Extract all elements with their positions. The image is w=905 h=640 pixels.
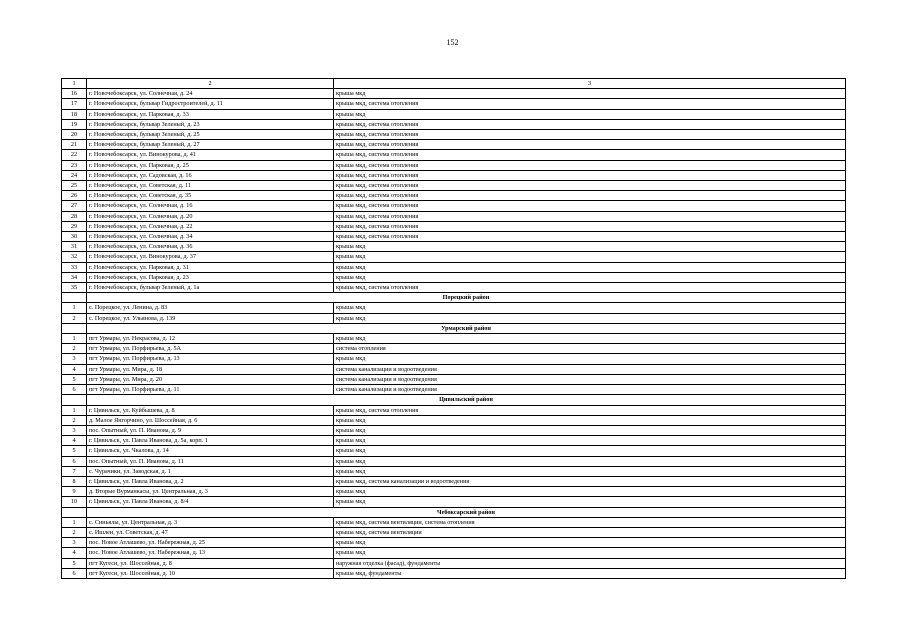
table-row — [62, 201, 846, 211]
table-row — [62, 262, 846, 272]
row-number: 4 — [62, 436, 87, 446]
row-work-type: крыша мкд — [334, 548, 846, 558]
row-address: г. Новочебоксарск, ул. Солнечная, д. 16 — [87, 201, 334, 211]
district-heading-spacer — [62, 395, 87, 405]
row-work-type: крыша мкд — [334, 538, 846, 548]
row-address: г. Новочебоксарск, бульвар Зеленый, д. 27 — [87, 140, 334, 150]
table-row — [62, 425, 846, 435]
row-work-type: крыша мкд, система отопления — [334, 191, 846, 201]
row-work-type: крыша мкд — [334, 303, 846, 313]
table-row — [62, 272, 846, 282]
row-address: г. Новочебоксарск, ул. Советская, д. 35 — [87, 191, 334, 201]
row-work-type: система отопления — [334, 344, 846, 354]
row-work-type: крыша мкд, система отопления — [334, 150, 846, 160]
row-number: 4 — [62, 548, 87, 558]
row-work-type: крыша мкд, система канализации и водоотведения — [334, 476, 846, 486]
row-address: г. Новочебоксарск, ул. Винокурова, д. 41 — [87, 150, 334, 160]
table-row — [62, 313, 846, 323]
page-number: 152 — [446, 38, 459, 47]
table-row — [62, 456, 846, 466]
row-address: г. Новочебоксарск, бульвар Зеленый, д. 25 — [87, 130, 334, 140]
district-heading: Урмарский район — [87, 323, 846, 333]
row-work-type: крыша мкд — [334, 89, 846, 99]
row-address: г. Цивильск, ул. Чкалова, д. 14 — [87, 446, 334, 456]
row-number: 7 — [62, 466, 87, 476]
table-row — [62, 476, 846, 486]
row-work-type: крыша мкд — [334, 334, 846, 344]
row-number: 2 — [62, 527, 87, 537]
register-table — [61, 78, 846, 579]
row-number: 1 — [62, 334, 87, 344]
table-row — [62, 283, 846, 293]
row-address: г. Новочебоксарск, ул. Солнечная, д. 34 — [87, 232, 334, 242]
row-address: г. Цивильск, ул. Павла Иванова, д. 2 — [87, 476, 334, 486]
row-number: 33 — [62, 262, 87, 272]
table-row — [62, 221, 846, 231]
row-address: г. Новочебоксарск, ул. Парковая, д. 33 — [87, 109, 334, 119]
row-address: г. Новочебоксарск, ул. Парковая, д. 25 — [87, 160, 334, 170]
row-number: 26 — [62, 191, 87, 201]
row-number: 2 — [62, 415, 87, 425]
row-number: 22 — [62, 150, 87, 160]
row-number: 9 — [62, 487, 87, 497]
row-number: 6 — [62, 385, 87, 395]
table-row — [62, 89, 846, 99]
row-address: пгт Урмары, ул. Мира, д. 18 — [87, 364, 334, 374]
table-row — [62, 170, 846, 180]
row-work-type: крыша мкд — [334, 313, 846, 323]
row-work-type: крыша мкд, система отопления — [334, 221, 846, 231]
header-cell-address: 2 — [87, 79, 334, 89]
row-work-type: крыша мкд, система отопления — [334, 405, 846, 415]
table-row — [62, 538, 846, 548]
row-work-type: крыша мкд — [334, 446, 846, 456]
table-row — [62, 242, 846, 252]
table-row — [62, 334, 846, 344]
district-heading-spacer — [62, 507, 87, 517]
row-address: с. Ишлеи, ул. Советская, д. 47 — [87, 527, 334, 537]
table-row — [62, 354, 846, 364]
row-work-type: крыша мкд, система отопления — [334, 160, 846, 170]
row-address: г. Новочебоксарск, ул. Солнечная, д. 36 — [87, 242, 334, 252]
row-work-type: крыша мкд, система отопления — [334, 140, 846, 150]
row-address: д. Вторые Вурманкасы, ул. Центральная, д. 3 — [87, 487, 334, 497]
row-address: с. Порецкое, ул. Ульянова, д. 139 — [87, 313, 334, 323]
row-address: г. Цивильск, ул. Павла Иванова, д. 5а, корп. 1 — [87, 436, 334, 446]
row-work-type: крыша мкд, система вентиляции, система отопления — [334, 517, 846, 527]
table-row — [62, 150, 846, 160]
table-row — [62, 99, 846, 109]
row-work-type: крыша мкд — [334, 425, 846, 435]
row-number: 6 — [62, 568, 87, 578]
row-address: г. Новочебоксарск, ул. Солнечная, д. 20 — [87, 211, 334, 221]
row-number: 28 — [62, 211, 87, 221]
row-number: 17 — [62, 99, 87, 109]
row-work-type: крыша мкд, система отопления — [334, 211, 846, 221]
table-row — [62, 487, 846, 497]
table-row — [62, 303, 846, 313]
row-work-type: крыша мкд — [334, 436, 846, 446]
row-address: пос. Новое Атлашево, ул. Набережная, д. 25 — [87, 538, 334, 548]
row-address: г. Новочебоксарск, бульвар Зеленый, д. 1а — [87, 283, 334, 293]
row-address: г. Новочебоксарск, ул. Парковая, д. 31 — [87, 262, 334, 272]
table-row — [62, 446, 846, 456]
table-row — [62, 181, 846, 191]
row-number: 3 — [62, 425, 87, 435]
row-work-type: крыша мкд — [334, 487, 846, 497]
row-number: 30 — [62, 232, 87, 242]
row-address: г. Цивильск, ул. Павла Иванова, д. 8/4 — [87, 497, 334, 507]
row-address: г. Новочебоксарск, бульвар Гидростроителей, д. 11 — [87, 99, 334, 109]
row-address: г. Новочебоксарск, ул. Советская, д. 11 — [87, 181, 334, 191]
table-row — [62, 385, 846, 395]
row-work-type: крыша мкд, система отопления — [334, 283, 846, 293]
row-number: 1 — [62, 517, 87, 527]
row-number: 2 — [62, 313, 87, 323]
district-heading: Цивильский район — [87, 395, 846, 405]
row-work-type: крыша мкд — [334, 262, 846, 272]
table-row — [62, 374, 846, 384]
table-row — [62, 415, 846, 425]
row-number: 5 — [62, 558, 87, 568]
row-number: 5 — [62, 374, 87, 384]
row-work-type: крыша мкд, система отопления — [334, 201, 846, 211]
row-address: пгт Урмары, ул. Порфирьева, д. 5А — [87, 344, 334, 354]
row-number: 27 — [62, 201, 87, 211]
row-work-type: система канализации и водоотведения — [334, 364, 846, 374]
row-work-type: крыша мкд, фундаменты — [334, 568, 846, 578]
district-heading-row — [62, 395, 846, 405]
district-heading-spacer — [62, 293, 87, 303]
table-row — [62, 252, 846, 262]
table-row — [62, 119, 846, 129]
table-row — [62, 130, 846, 140]
header-cell-number: 1 — [62, 79, 87, 89]
row-work-type: крыша мкд — [334, 466, 846, 476]
row-work-type: крыша мкд — [334, 252, 846, 262]
row-work-type: крыша мкд — [334, 354, 846, 364]
table-row — [62, 191, 846, 201]
table-row — [62, 109, 846, 119]
row-work-type: крыша мкд, система отопления — [334, 130, 846, 140]
row-work-type: крыша мкд — [334, 272, 846, 282]
table-row — [62, 558, 846, 568]
table-row — [62, 232, 846, 242]
row-work-type: крыша мкд, система отопления — [334, 119, 846, 129]
row-address: г. Цивильск, ул. Куйбышева, д. 8 — [87, 405, 334, 415]
row-address: пгт Кугеси, ул. Шоссейная, д. 10 — [87, 568, 334, 578]
table-row — [62, 517, 846, 527]
district-heading-spacer — [62, 323, 87, 333]
row-number: 5 — [62, 446, 87, 456]
row-number: 10 — [62, 497, 87, 507]
header-cell-work: 3 — [334, 79, 846, 89]
row-work-type: крыша мкд — [334, 497, 846, 507]
row-address: пгт Урмары, ул. Порфирьева, д. 11 — [87, 385, 334, 395]
row-number: 8 — [62, 476, 87, 486]
row-number: 3 — [62, 538, 87, 548]
header-row — [62, 79, 846, 89]
table-row — [62, 140, 846, 150]
row-address: с. Синьялы, ул. Центральная, д. 3 — [87, 517, 334, 527]
row-number: 18 — [62, 109, 87, 119]
row-work-type: крыша мкд — [334, 456, 846, 466]
row-work-type: крыша мкд — [334, 242, 846, 252]
row-address: г. Новочебоксарск, ул. Солнечная, д. 24 — [87, 89, 334, 99]
row-number: 34 — [62, 272, 87, 282]
row-address: пгт Кугеси, ул. Шоссейная, д. 8 — [87, 558, 334, 568]
row-work-type: крыша мкд, система вентиляции — [334, 527, 846, 537]
table-row — [62, 568, 846, 578]
row-address: пос. Опытный, ул. П. Иванова, д. 11 — [87, 456, 334, 466]
register-body — [62, 79, 846, 579]
row-work-type: крыша мкд, система отопления — [334, 170, 846, 180]
table-row — [62, 405, 846, 415]
row-number: 20 — [62, 130, 87, 140]
row-address: г. Новочебоксарск, ул. Парковая, д. 23 — [87, 272, 334, 282]
row-work-type: система канализации и водоотведения — [334, 385, 846, 395]
row-address: г. Новочебоксарск, ул. Винокурова, д. 37 — [87, 252, 334, 262]
row-number: 1 — [62, 303, 87, 313]
row-number: 23 — [62, 160, 87, 170]
row-number: 25 — [62, 181, 87, 191]
row-address: г. Новочебоксарск, ул. Солнечная, д. 22 — [87, 221, 334, 231]
row-address: д. Малое Янгорчино, ул. Шоссейная, д. 6 — [87, 415, 334, 425]
row-number: 2 — [62, 344, 87, 354]
row-work-type: наружная отделка (фасад), фундаменты — [334, 558, 846, 568]
row-number: 1 — [62, 405, 87, 415]
row-number: 16 — [62, 89, 87, 99]
row-number: 24 — [62, 170, 87, 180]
row-address: пос. Новое Атлашево, ул. Набережная, д. 13 — [87, 548, 334, 558]
table-row — [62, 527, 846, 537]
district-heading: Чебоксарский район — [87, 507, 846, 517]
row-number: 31 — [62, 242, 87, 252]
table-row — [62, 466, 846, 476]
row-work-type: крыша мкд — [334, 109, 846, 119]
row-address: пгт Урмары, ул. Порфирьева, д. 13 — [87, 354, 334, 364]
district-heading-row — [62, 293, 846, 303]
row-address: с. Порецкое, ул. Ленина, д. 83 — [87, 303, 334, 313]
table-row — [62, 497, 846, 507]
row-number: 21 — [62, 140, 87, 150]
row-address: с. Чурачики, ул. Заводская, д. 1 — [87, 466, 334, 476]
row-work-type: крыша мкд, система отопления — [334, 99, 846, 109]
row-address: пос. Опытный, ул. П. Иванова, д. 9 — [87, 425, 334, 435]
table-row — [62, 548, 846, 558]
district-heading: Порецкий район — [87, 293, 846, 303]
row-number: 32 — [62, 252, 87, 262]
district-heading-row — [62, 507, 846, 517]
district-heading-row — [62, 323, 846, 333]
row-address: пгт Урмары, ул. Мира, д. 20 — [87, 374, 334, 384]
table-row — [62, 436, 846, 446]
row-address: г. Новочебоксарск, бульвар Зеленый, д. 23 — [87, 119, 334, 129]
row-number: 3 — [62, 354, 87, 364]
table-row — [62, 364, 846, 374]
row-address: г. Новочебоксарск, ул. Садовская, д. 16 — [87, 170, 334, 180]
row-work-type: крыша мкд, система отопления — [334, 232, 846, 242]
row-number: 19 — [62, 119, 87, 129]
table-row — [62, 160, 846, 170]
row-work-type: крыша мкд, система отопления — [334, 181, 846, 191]
row-work-type: система канализации и водоотведения — [334, 374, 846, 384]
table-row — [62, 344, 846, 354]
row-number: 35 — [62, 283, 87, 293]
table-row — [62, 211, 846, 221]
row-number: 4 — [62, 364, 87, 374]
row-address: пгт Урмары, ул. Некрасова, д. 12 — [87, 334, 334, 344]
row-number: 29 — [62, 221, 87, 231]
row-work-type: крыша мкд — [334, 415, 846, 425]
row-number: 6 — [62, 456, 87, 466]
